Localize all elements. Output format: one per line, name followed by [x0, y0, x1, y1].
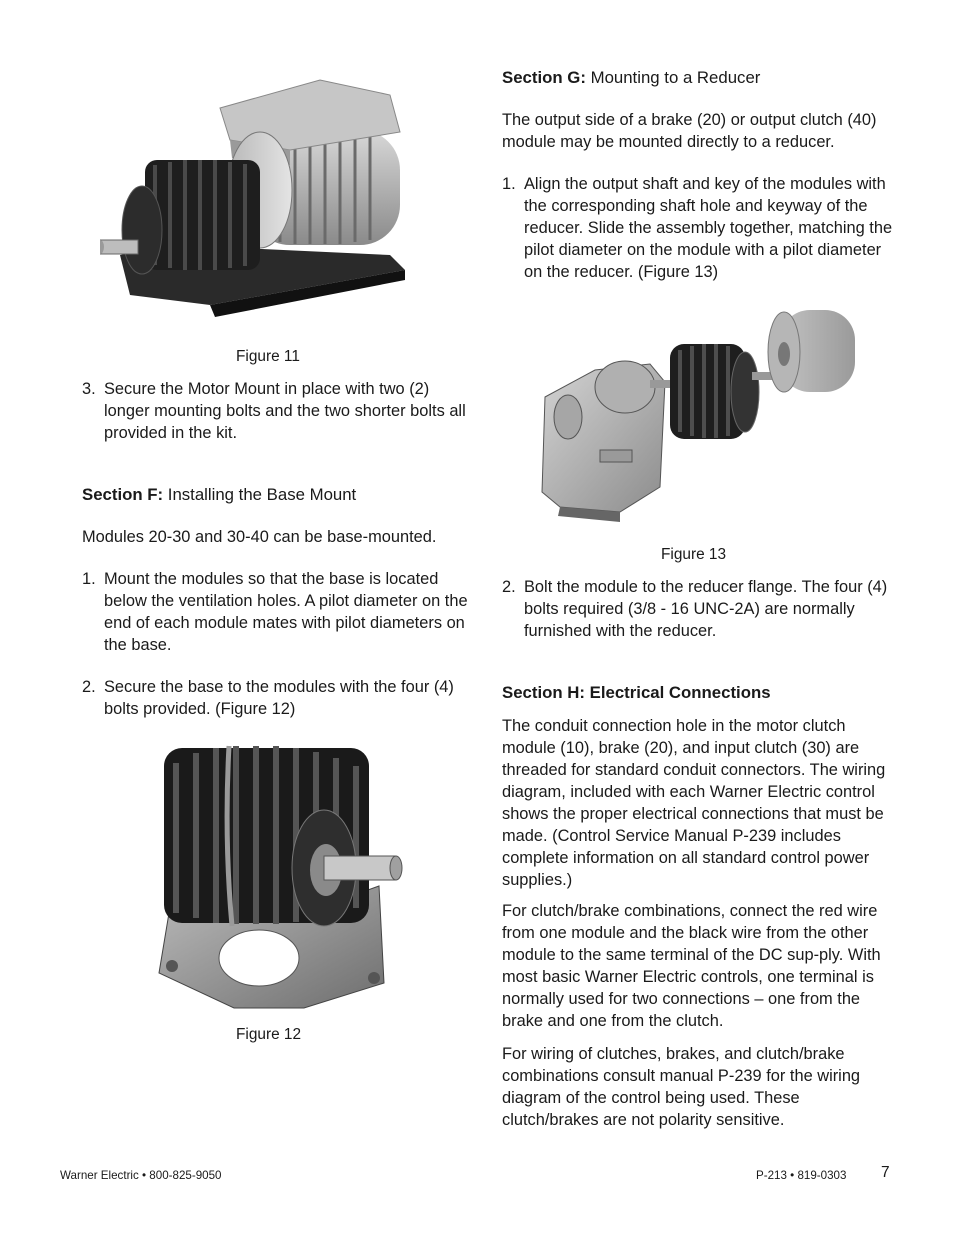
section-f-title: Installing the Base Mount [163, 485, 357, 504]
section-h-paragraph-3: For wiring of clutches, brakes, and clutch/brake combinations consult manual P-239 for the wiring diagram of the control being used. These clutch/brakes are not polarity sensitive. [502, 1045, 861, 1129]
section-f-intro: Modules 20-30 and 30-40 can be base-mounted. [82, 528, 437, 546]
step-number: 1. [502, 175, 516, 193]
figure-12-image [154, 738, 404, 1018]
figure-11-caption: Figure 11 [236, 348, 300, 365]
step-number: 3. [82, 380, 96, 398]
figure-11-image [100, 70, 430, 340]
step-text: Mount the modules so that the base is located below the ventilation holes. A pilot diameter on the end of each module mates with pilot diameters on the base. [104, 570, 468, 654]
list-item-step-1 [502, 173, 900, 283]
step-text: Secure the base to the modules with the four (4) bolts provided. (Figure 12) [104, 678, 454, 718]
section-g-label: Section G: [502, 68, 586, 87]
list-item-step-2 [502, 576, 900, 642]
footer-right: P-213 • 819-0303 [756, 1169, 847, 1182]
section-g-heading [502, 67, 760, 89]
section-g-intro: The output side of a brake (20) or output clutch (40) module may be mounted directly to a reducer. [502, 111, 877, 151]
step-number: 2. [502, 578, 516, 596]
figure-12-caption: Figure 12 [236, 1026, 302, 1043]
figure-13-image [540, 302, 858, 524]
section-f-label: Section F: [82, 485, 164, 504]
section-f-heading [82, 484, 356, 506]
footer-left: Warner Electric • 800-825-9050 [60, 1169, 222, 1182]
section-h-heading [502, 682, 771, 704]
page-number: 7 [881, 1164, 890, 1181]
list-item-step-1 [82, 568, 468, 656]
figure-13-caption: Figure 13 [661, 546, 727, 563]
section-h-paragraph-1: The conduit connection hole in the motor clutch module (10), brake (20), and input clutch (30) are threaded for standard conduit connectors. The wiring diagram, included with each Warner Electric control shows the proper electrical connections that must be made. (Control Service Manual P-239 includes complete information on all standard control power supplies.) [502, 717, 886, 889]
step-text: Secure the Motor Mount in place with two (2) longer mounting bolts and the two shorter bolts all provided in the kit. [104, 380, 466, 442]
step-number: 1. [82, 570, 96, 588]
section-h-title: Section H: Electrical Connections [502, 683, 771, 702]
list-item-step-3 [82, 378, 468, 444]
step-number: 2. [82, 678, 96, 696]
list-item-step-2 [82, 676, 468, 720]
step-text: Bolt the module to the reducer flange. The four (4) bolts required (3/8 - 16 UNC-2A) are normally furnished with the reducer. [524, 578, 888, 640]
step-text: Align the output shaft and key of the modules with the corresponding shaft hole and keyway of the reducer. Slide the assembly together, matching the pilot diameter on the module with a pilot diameter on the reducer. (Figure 13) [524, 175, 893, 281]
section-g-title: Mounting to a Reducer [585, 68, 761, 87]
section-h-paragraph-2: For clutch/brake combinations, connect the red wire from one module and the black wire from the other module to the same terminal of the DC sup-ply. With most basic Warner Electric controls, one terminal is normally used for two connections – one from the brake and one from the clutch. [502, 902, 881, 1030]
